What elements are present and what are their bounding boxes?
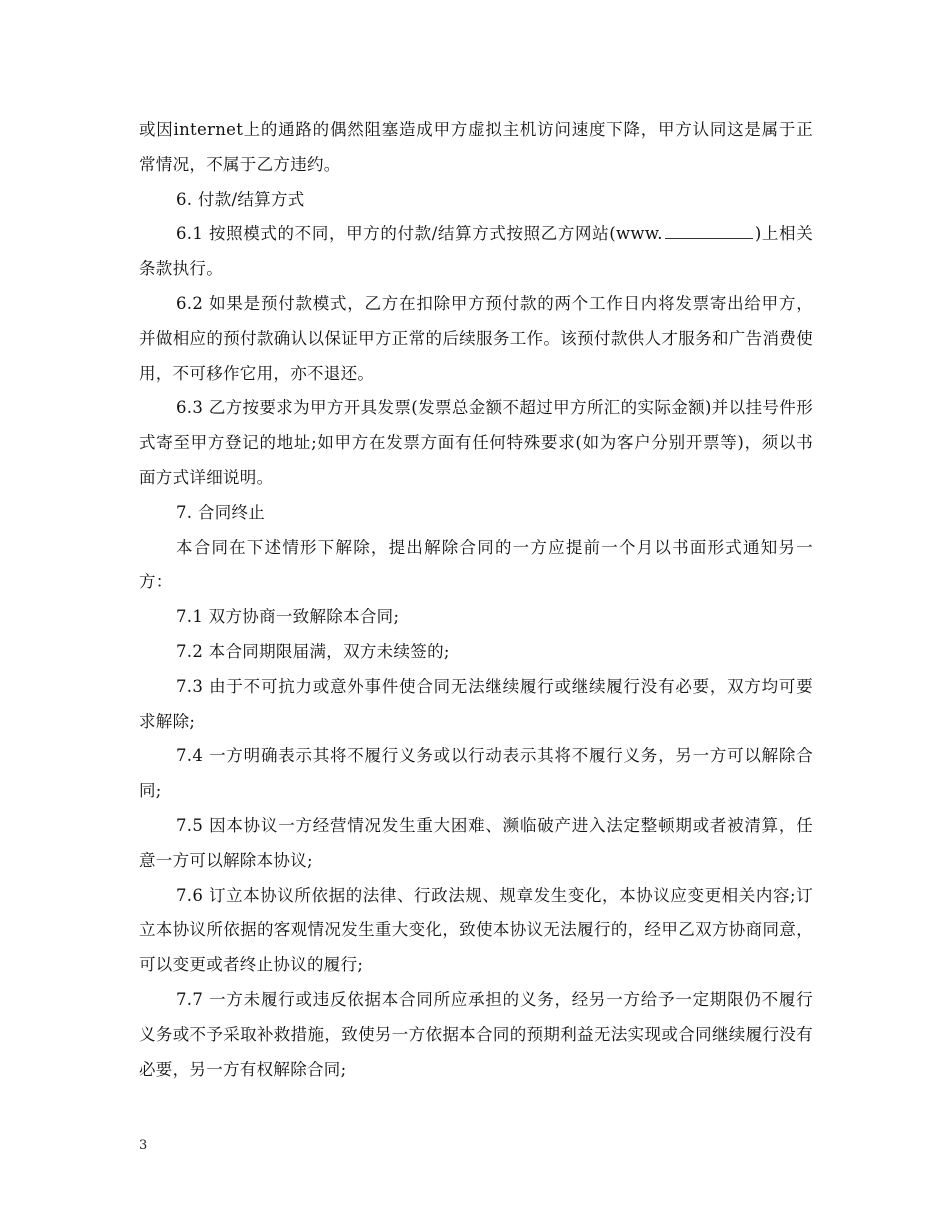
termination-intro: 本合同在下述情形下解除，提出解除合同的一方应提前一个月以书面形式通知另一方：	[139, 537, 813, 592]
clause-6-1	[139, 217, 813, 287]
paragraph-continuation: 或因internet上的通路的偶然阻塞造成甲方虚拟主机访问速度下降，甲方认同这是属于正常情况，不属于乙方违约。	[139, 120, 813, 174]
clause-6-3: 6.3 乙方按要求为甲方开具发票(发票总金额不超过甲方所汇的实际金额)并以挂号件形式寄至甲方登记的地址;如甲方在发票方面有任何特殊要求(如为客户分别开票等)，须以书面方式详细说明。	[139, 398, 813, 487]
page-number: 3	[139, 1138, 148, 1153]
section-heading-termination: 7. 合同终止	[176, 502, 266, 522]
document-body	[139, 113, 813, 1087]
website-blank-field	[665, 224, 753, 239]
clause-7-1: 7.1 双方协商一致解除本合同;	[176, 607, 400, 627]
clause-7-2: 7.2 本合同期限届满，双方未续签的;	[176, 641, 450, 661]
clause-7-6: 7.6 订立本协议所依据的法律、行政法规、规章发生变化，本协议应变更相关内容;订立本协议所依据的客观情况发生重大变化，致使本协议无法履行的，经甲乙双方协商同意，可以变更或者终止协议的履行;	[139, 885, 813, 975]
clause-6-1-text-before: 6.1 按照模式的不同，甲方的付款/结算方式按照乙方网站(www.	[176, 224, 663, 244]
section-heading-payment: 6. 付款/结算方式	[176, 189, 305, 209]
clause-6-1-text-after: )上相关条款执行。	[139, 224, 813, 279]
clause-6-2: 6.2 如果是预付款模式，乙方在扣除甲方预付款的两个工作日内将发票寄出给甲方，并做相应的预付款确认以保证甲方正常的后续服务工作。该预付款供人才服务和广告消费使用，不可移作它用，亦不退还。	[139, 293, 813, 383]
clause-7-7: 7.7 一方未履行或违反依据本合同所应承担的义务，经另一方给予一定期限仍不履行义务或不予采取补救措施，致使另一方依据本合同的预期利益无法实现或合同继续履行没有必要，另一方有权解除合同;	[139, 989, 813, 1079]
clause-7-3: 7.3 由于不可抗力或意外事件使合同无法继续履行或继续履行没有必要，双方均可要求解除;	[139, 676, 813, 731]
clause-7-4: 7.4 一方明确表示其将不履行义务或以行动表示其将不履行义务，另一方可以解除合同;	[139, 746, 813, 801]
clause-7-5: 7.5 因本协议一方经营情况发生重大困难、濒临破产进入法定整顿期或者被清算，任意一方可以解除本协议;	[139, 815, 813, 870]
